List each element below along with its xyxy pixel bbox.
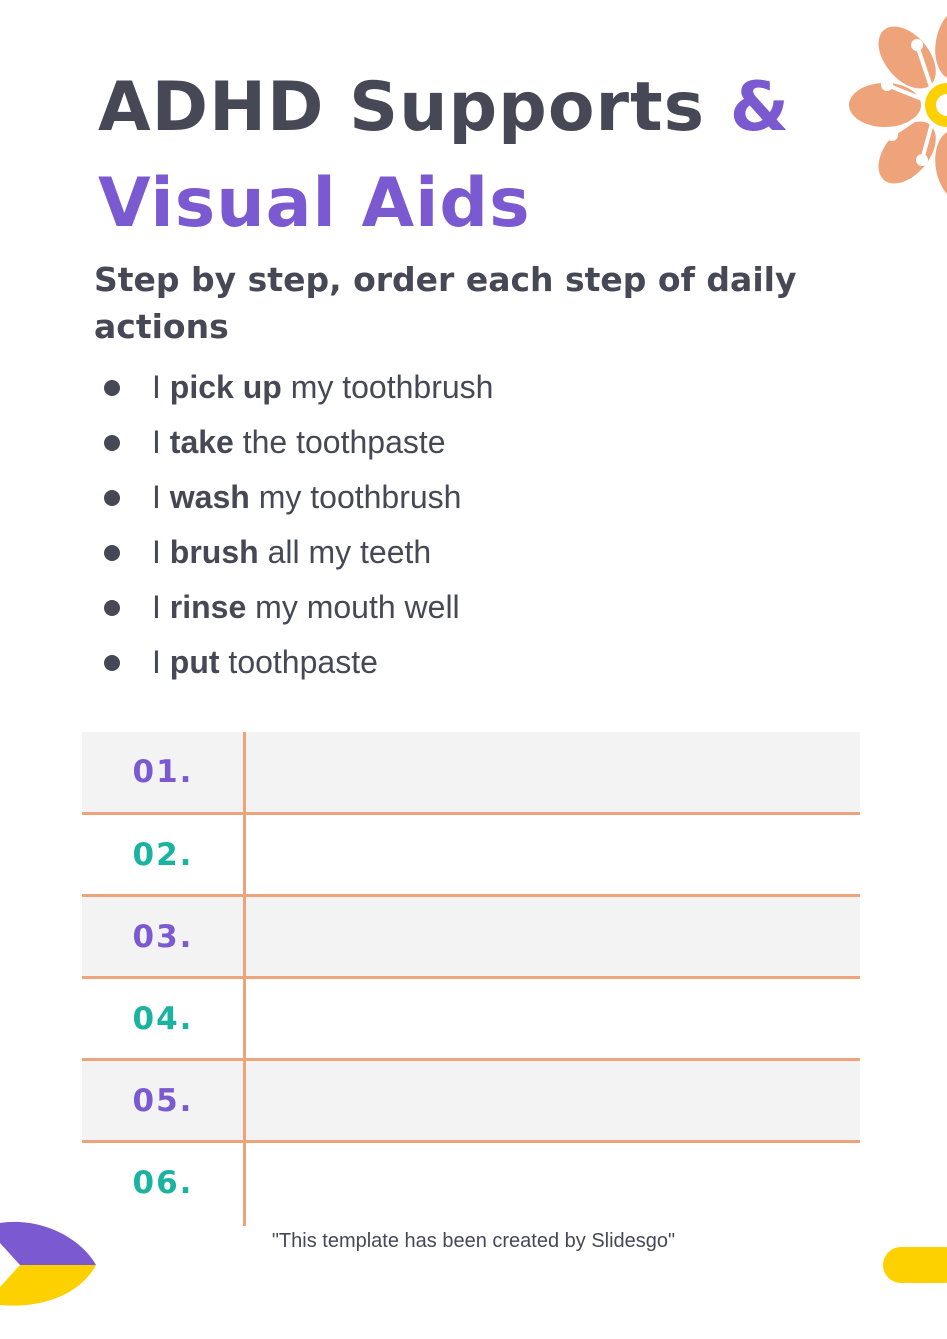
page-title xyxy=(98,60,790,252)
instructions-subtitle: Step by step, order each step of daily actions xyxy=(94,260,797,346)
title-ampersand: & xyxy=(729,68,791,147)
list-item: I pick up my toothbrush xyxy=(100,360,493,415)
list-item: I put toothpaste xyxy=(100,635,493,690)
list-item: I take the toothpaste xyxy=(100,415,493,470)
table-row xyxy=(82,1061,860,1141)
row-number: 02. xyxy=(132,837,194,873)
leaf-decoration xyxy=(0,1215,100,1315)
bullet-icon xyxy=(104,600,120,616)
bullet-icon xyxy=(104,490,120,506)
list-item: I wash my toothbrush xyxy=(100,470,493,525)
table-row xyxy=(82,1143,860,1223)
table-row xyxy=(82,732,860,812)
template-credit: "This template has been created by Slidesgo" xyxy=(271,1230,676,1252)
row-number: 04. xyxy=(132,1001,194,1037)
title-line-1: ADHD Supports & xyxy=(98,68,791,147)
table-row xyxy=(82,979,860,1059)
pill-decoration xyxy=(883,1247,947,1283)
steps-list xyxy=(100,360,493,690)
bullet-icon xyxy=(104,655,120,671)
row-number: 03. xyxy=(132,919,194,955)
column-divider xyxy=(243,732,246,1226)
title-line-2: Visual Aids xyxy=(98,164,531,243)
bullet-icon xyxy=(104,545,120,561)
row-number: 01. xyxy=(132,754,194,790)
bullet-icon xyxy=(104,435,120,451)
row-number: 05. xyxy=(132,1083,194,1119)
table-row xyxy=(82,897,860,977)
row-number: 06. xyxy=(132,1165,194,1201)
flower-decoration xyxy=(820,0,947,230)
list-item: I brush all my teeth xyxy=(100,525,493,580)
list-item: I rinse my mouth well xyxy=(100,580,493,635)
table-row xyxy=(82,815,860,895)
bullet-icon xyxy=(104,380,120,396)
order-table xyxy=(82,732,860,1226)
